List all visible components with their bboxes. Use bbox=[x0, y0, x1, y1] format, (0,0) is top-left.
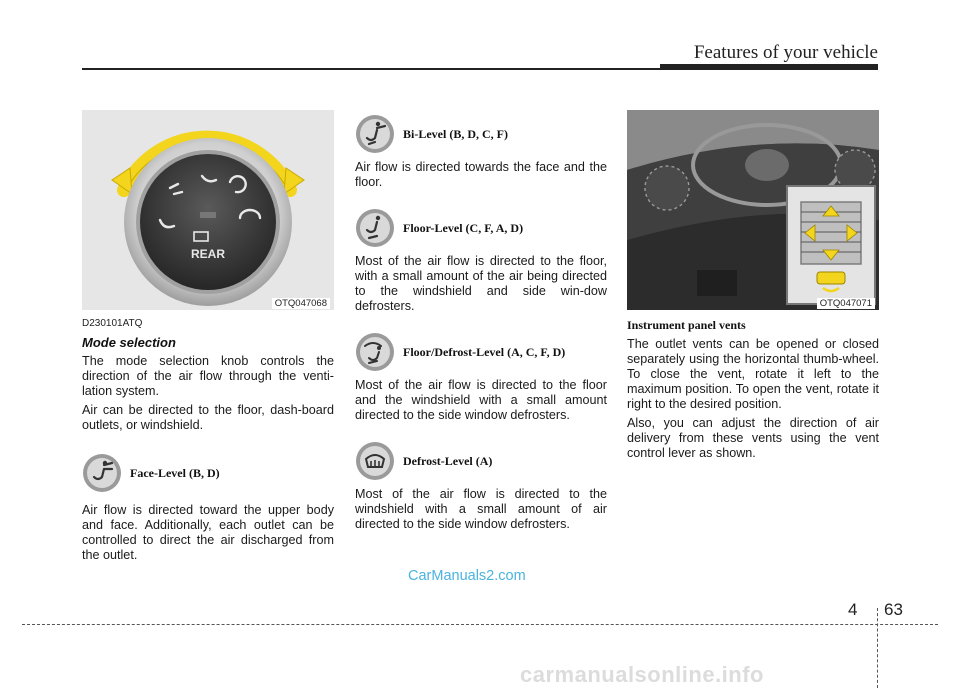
knob-rear-label: REAR bbox=[190, 247, 226, 261]
floor-level-row bbox=[355, 206, 607, 250]
floor-defrost-icon bbox=[355, 332, 395, 372]
instrument-vents-para-1: The outlet vents can be opened or closed separately using the horizontal thumb-wheel. To close the vent, rotate it left to the maximum position. To open the vent, rotate it right to the desired position. bbox=[627, 337, 879, 411]
intro-paragraph-2: Air can be directed to the floor, dash-board outlets, or windshield. bbox=[82, 403, 334, 432]
defrost-icon bbox=[355, 441, 395, 481]
face-level-text: Air flow is directed toward the upper body and face. Additionally, each outlet can be controlled to direct the air discharged from the outlet. bbox=[82, 503, 334, 562]
page-number: 63 bbox=[884, 600, 903, 619]
bi-level-row bbox=[355, 112, 607, 156]
footer-rule bbox=[22, 624, 938, 625]
chapter-number: 4 bbox=[848, 600, 858, 619]
face-level-label: Face-Level (B, D) bbox=[130, 465, 220, 480]
face-level-icon bbox=[82, 453, 122, 493]
mode-knob-figure bbox=[82, 110, 334, 310]
section-subheading: Mode selection bbox=[82, 335, 176, 350]
figure-code: OTQ047071 bbox=[817, 298, 875, 309]
column-left bbox=[82, 110, 334, 563]
header-rule-accent bbox=[660, 64, 878, 69]
floor-level-label: Floor-Level (C, F, A, D) bbox=[403, 220, 524, 235]
document-id: D230101ATQ bbox=[82, 318, 143, 329]
floor-level-text: Most of the air flow is directed to the floor, with a small amount of the air being directed to the windshield and side win-dow defrosters. bbox=[355, 254, 607, 313]
face-level-row bbox=[82, 451, 334, 495]
mode-knob-illustration bbox=[82, 110, 334, 310]
floor-defrost-text: Most of the air flow is directed to the floor and the windshield with a small amount directed to the side window defrosters. bbox=[355, 378, 607, 422]
footer-divider bbox=[877, 608, 878, 688]
bi-level-icon bbox=[355, 114, 395, 154]
instrument-panel-illustration bbox=[627, 110, 879, 310]
floor-defrost-row bbox=[355, 330, 607, 374]
intro-paragraph: The mode selection knob controls the direction of the air flow through the venti-lation system. bbox=[82, 354, 334, 398]
defrost-level-label: Defrost-Level (A) bbox=[403, 453, 493, 468]
defrost-level-text: Most of the air flow is directed to the windshield with a small amount of air directed to the side window defrosters. bbox=[355, 487, 607, 531]
floor-level-icon bbox=[355, 208, 395, 248]
figure-code: OTQ047068 bbox=[272, 298, 330, 309]
instrument-vents-para-2: Also, you can adjust the direction of air delivery from these vents using the vent control lever as shown. bbox=[627, 416, 879, 460]
bi-level-label: Bi-Level (B, D, C, F) bbox=[403, 126, 508, 141]
floor-defrost-label: Floor/Defrost-Level (A, C, F, D) bbox=[403, 344, 566, 359]
column-right bbox=[627, 110, 879, 461]
watermark-link[interactable]: CarManuals2.com bbox=[408, 568, 526, 584]
page-header-title: Features of your vehicle bbox=[693, 42, 878, 63]
bi-level-text: Air flow is directed towards the face and the floor. bbox=[355, 160, 607, 189]
defrost-level-row bbox=[355, 439, 607, 483]
instrument-panel-figure bbox=[627, 110, 879, 310]
column-middle bbox=[355, 110, 607, 532]
instrument-vents-heading: Instrument panel vents bbox=[627, 318, 746, 332]
watermark-bottom: carmanualsonline.info bbox=[520, 662, 764, 687]
